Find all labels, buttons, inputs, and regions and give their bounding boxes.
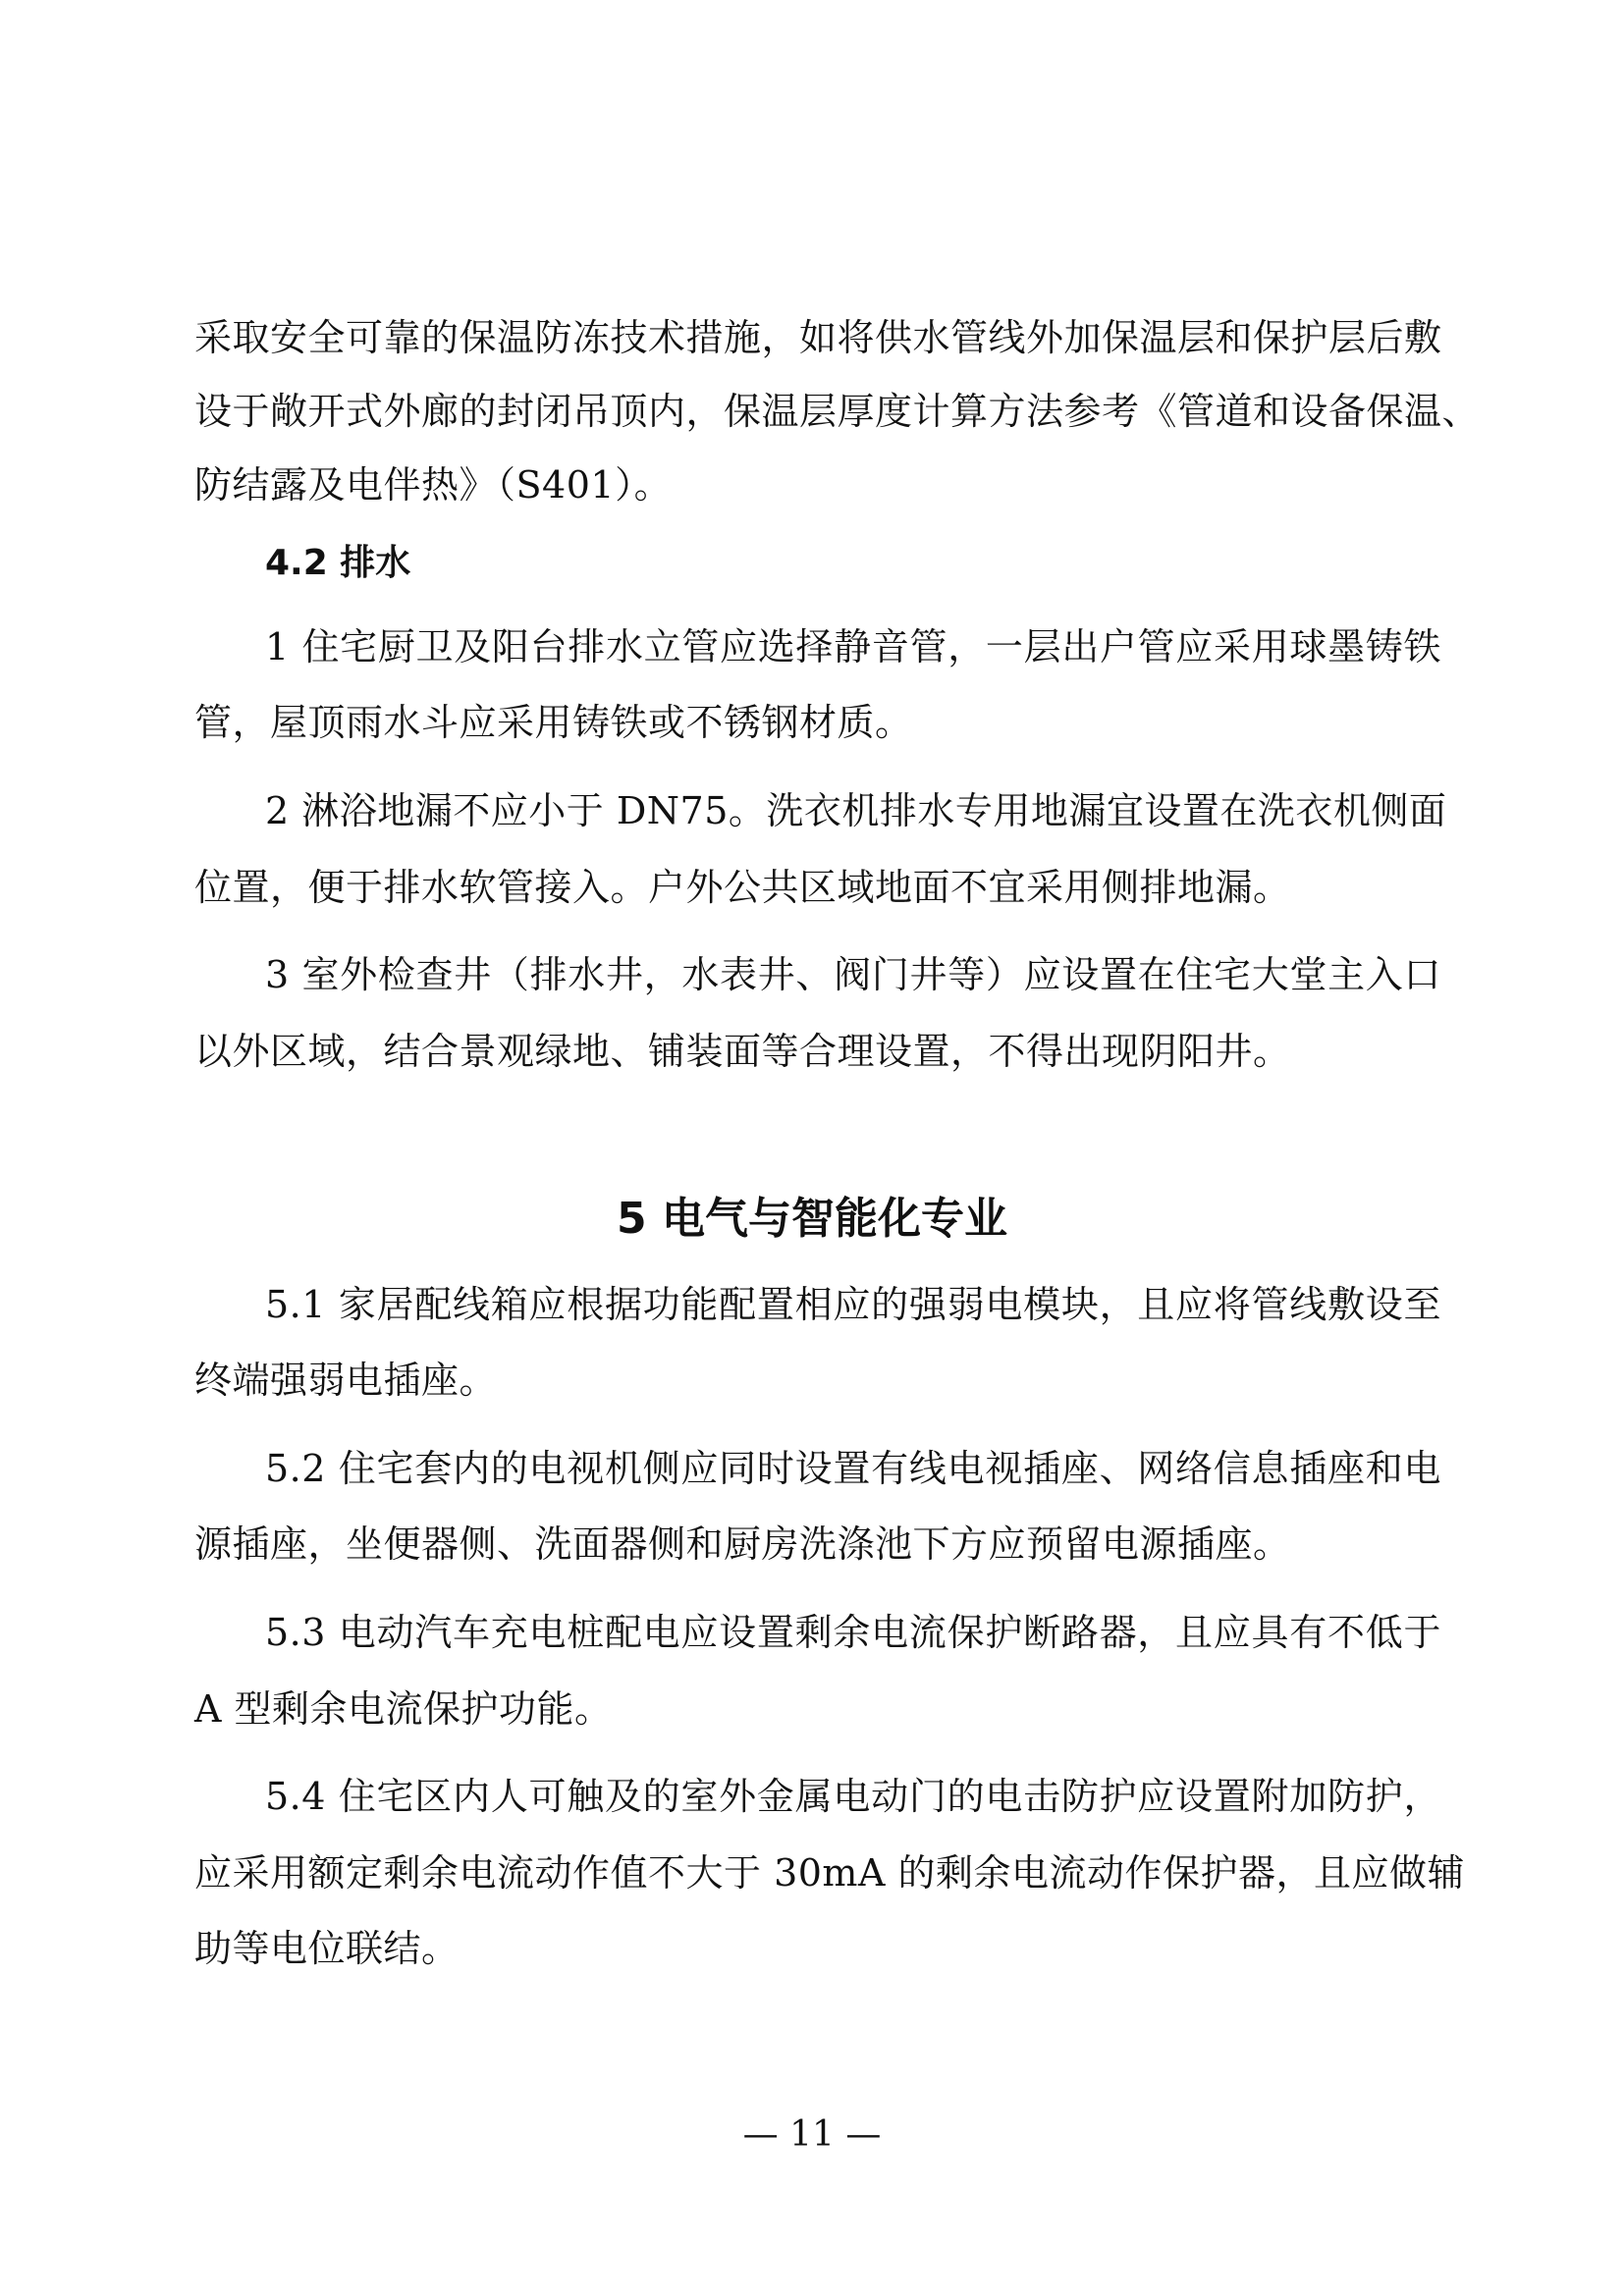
item-3-line-1: 3 室外检查井（排水井，水表井、阀门井等）应设置在住宅大堂主入口: [265, 953, 1441, 996]
intro-line-2: 设于敞开式外廊的封闭吊顶内，保温层厚度计算方法参考《管道和设备保温、: [194, 390, 1481, 433]
item-5-4-line-1: 5.4 住宅区内人可触及的室外金属电动门的电击防护应设置附加防护，: [265, 1775, 1441, 1818]
item-5-2-line-1: 5.2 住宅套内的电视机侧应同时设置有线电视插座、网络信息插座和电: [265, 1447, 1441, 1490]
item-2-line-2: 位置，便于排水软管接入。户外公共区域地面不宜采用侧排地漏。: [194, 866, 1291, 909]
item-5-4-line-3: 助等电位联结。: [194, 1927, 460, 1970]
item-2-line-1: 2 淋浴地漏不应小于 DN75。洗衣机排水专用地漏宜设置在洗衣机侧面: [265, 789, 1447, 832]
page-number: — 11 —: [742, 2114, 882, 2155]
item-5-3-line-1: 5.3 电动汽车充电桩配电应设置剩余电流保护断路器，且应具有不低于: [265, 1611, 1441, 1654]
item-5-2-line-2: 源插座，坐便器侧、洗面器侧和厨房洗涤池下方应预留电源插座。: [194, 1522, 1291, 1566]
item-5-1-line-1: 5.1 家居配线箱应根据功能配置相应的强弱电模块，且应将管线敷设至: [265, 1283, 1441, 1326]
intro-line-3: 防结露及电伴热》（S401）。: [194, 463, 673, 507]
section-5-heading: 5 电气与智能化专业: [617, 1194, 1007, 1244]
item-5-1-line-2: 终端强弱电插座。: [194, 1359, 498, 1402]
item-3-line-2: 以外区域，结合景观绿地、铺装面等合理设置，不得出现阴阳井。: [194, 1030, 1291, 1073]
intro-line-1: 采取安全可靠的保温防冻技术措施，如将供水管线外加保温层和保护层后敷: [194, 316, 1442, 359]
section-4-2-heading: 4.2 排水: [265, 543, 411, 583]
item-5-3-line-2: A 型剩余电流保护功能。: [194, 1687, 613, 1731]
item-5-4-line-2: 应采用额定剩余电流动作值不大于 30mA 的剩余电流动作保护器，且应做辅: [194, 1851, 1465, 1895]
item-1-line-1: 1 住宅厨卫及阳台排水立管应选择静音管，一层出户管应采用球墨铸铁: [265, 625, 1441, 668]
item-1-line-2: 管，屋顶雨水斗应采用铸铁或不锈钢材质。: [194, 701, 913, 744]
